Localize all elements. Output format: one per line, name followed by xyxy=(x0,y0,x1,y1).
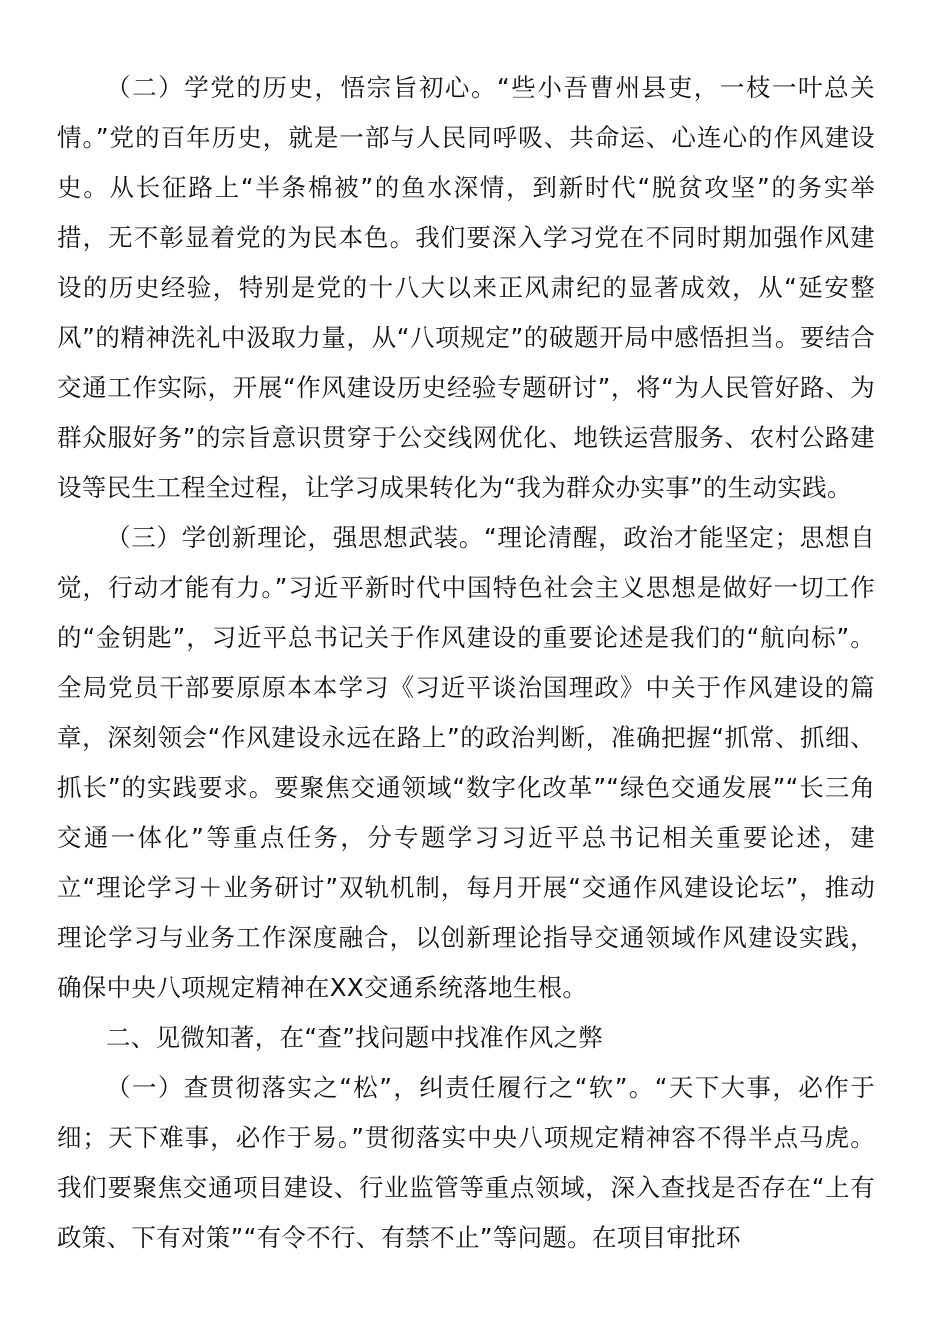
document-body xyxy=(57,63,875,1263)
paragraph-check-implementation: （一）查贯彻落实之“松”，纠责任履行之“软”。“天下大事，必作于细；天下难事，必作于易。”贯彻落实中央八项规定精神容不得半点马虎。我们要聚焦交通项目建设、行业监管等重点领域，深入查找是否存在“上有政策、下有对策”“有令不行、有禁不止”等问题。在项目审批环 xyxy=(57,1073,875,1252)
paragraph-study-party-history: （二）学党的历史，悟宗旨初心。“些小吾曹州县吏，一枝一叶总关情。”党的百年历史，就是一部与人民同呼吸、共命运、心连心的作风建设史。从长征路上“半条棉被”的鱼水深情，到新时代“脱贫攻坚”的务实举措，无不彰显着党的为民本色。我们要深入学习党在不同时期加强作风建设的历史经验，特别是党的十八大以来正风肃纪的显著成效，从“延安整风”的精神洗礼中汲取力量，从“八项规定”的破题开局中感悟担当。要结合交通工作实际，开展“作风建设历史经验专题研讨”，将“为人民管好路、为群众服好务”的宗旨意识贯穿于公交线网优化、地铁运营服务、农村公路建设等民生工程全过程，让学习成果转化为“我为群众办实事”的生动实践。 xyxy=(57,73,875,502)
paragraph-study-innovative-theory: （三）学创新理论，强思想武装。“理论清醒，政治才能坚定；思想自觉，行动才能有力。”习近平新时代中国特色社会主义思想是做好一切工作的“金钥匙”，习近平总书记关于作风建设的重要论述是我们的“航向标”。全局党员干部要原原本本学习《习近平谈治国理政》中关于作风建设的篇章，深刻领会“作风建设永远在路上”的政治判断，准确把握“抓常、抓细、抓长”的实践要求。要聚焦交通领域“数字化改革”“绿色交通发展”“长三角交通一体化”等重点任务，分专题学习习近平总书记相关重要论述，建立“理论学习＋业务研讨”双轨机制，每月开展“交通作风建设论坛”，推动理论学习与业务工作深度融合，以创新理论指导交通领域作风建设实践，确保中央八项规定精神在XX交通系统落地生根。 xyxy=(57,523,875,1002)
section-heading-two: 二、见微知著，在“查”找问题中找准作风之弊 xyxy=(106,1023,604,1052)
